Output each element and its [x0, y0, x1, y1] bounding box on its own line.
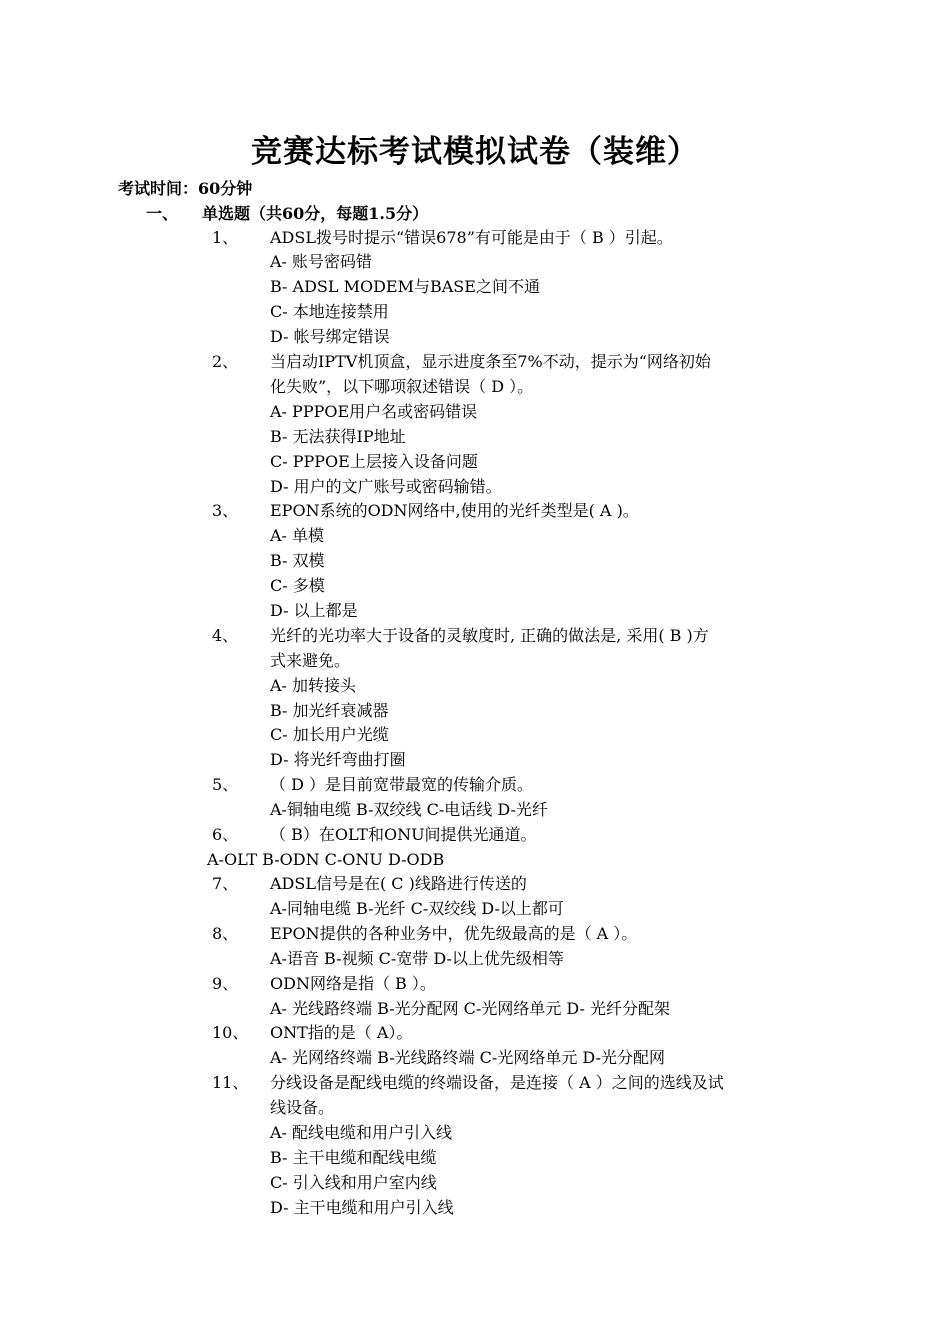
question-number: 5、 — [212, 775, 239, 794]
section-number: 一、 — [146, 204, 179, 223]
question-text: 分线设备是配线电缆的终端设备，是连接（ A ）之间的选线及试 — [270, 1073, 724, 1092]
option-a: A- 加转接头 — [270, 676, 357, 695]
option-a: A- PPPOE用户名或密码错误 — [270, 402, 478, 421]
question-text: ADSL信号是在( C )线路进行传送的 — [270, 874, 527, 893]
option-b: B- 无法获得IP地址 — [270, 427, 406, 446]
question-text: 线设备。 — [270, 1098, 335, 1117]
option-line: A-OLT B-ODN C-ONU D-ODB — [207, 850, 445, 869]
option-c: C- PPPOE上层接入设备问题 — [270, 452, 478, 471]
option-c: C- 引入线和用户室内线 — [270, 1173, 437, 1192]
question-number: 4、 — [212, 626, 239, 645]
question-text: （ D ）是目前宽带最宽的传输介质。 — [270, 775, 534, 794]
option-d: D- 帐号绑定错误 — [270, 327, 390, 346]
option-line: A- 光网络终端 B-光线路终端 C-光网络单元 D-光分配网 — [270, 1048, 665, 1067]
question-text: EPON系统的ODN网络中,使用的光纤类型是( A )。 — [270, 501, 639, 520]
option-d: D- 以上都是 — [270, 601, 358, 620]
question-text: （ B）在OLT和ONU间提供光通道。 — [270, 825, 537, 844]
option-d: D- 将光纤弯曲打圈 — [270, 750, 406, 769]
option-b: B- 主干电缆和配线电缆 — [270, 1148, 437, 1167]
question-text: 化失败”，以下哪项叙述错误（ D ）。 — [270, 377, 534, 396]
document-title: 竞赛达标考试模拟试卷（装维） — [251, 134, 699, 170]
option-line: A-语音 B-视频 C-宽带 D-以上优先级相等 — [270, 949, 564, 968]
option-c: C- 本地连接禁用 — [270, 302, 389, 321]
question-text: 式来避免。 — [270, 651, 351, 670]
question-number: 2、 — [212, 352, 239, 371]
question-text: ADSL拨号时提示“错误678”有可能是由于（ B ）引起。 — [270, 228, 673, 247]
option-a: A- 账号密码错 — [270, 252, 373, 271]
question-number: 9、 — [212, 974, 239, 993]
question-number: 8、 — [212, 924, 239, 943]
option-line: A- 光线路终端 B-光分配网 C-光网络单元 D- 光纤分配架 — [270, 999, 671, 1018]
option-b: B- 加光纤衰减器 — [270, 701, 389, 720]
question-number: 7、 — [212, 874, 239, 893]
question-number: 6、 — [212, 825, 239, 844]
question-number: 10、 — [212, 1023, 249, 1042]
question-text: ONT指的是（ A）。 — [270, 1023, 413, 1042]
question-text: EPON提供的各种业务中，优先级最高的是（ A ）。 — [270, 924, 638, 943]
option-d: D- 主干电缆和用户引入线 — [270, 1198, 454, 1217]
option-line: A-铜轴电缆 B-双绞线 C-电话线 D-光纤 — [270, 800, 548, 819]
option-b: B- 双模 — [270, 551, 325, 570]
question-text: ODN网络是指（ B ）。 — [270, 974, 436, 993]
question-text: 光纤的光功率大于设备的灵敏度时, 正确的做法是, 采用( B )方 — [270, 626, 709, 645]
section-title: 单选题（共60分，每题1.5分） — [202, 204, 429, 223]
option-a: A- 配线电缆和用户引入线 — [270, 1123, 453, 1142]
option-c: C- 加长用户光缆 — [270, 725, 389, 744]
option-a: A- 单模 — [270, 526, 325, 545]
question-number: 1、 — [212, 228, 239, 247]
option-line: A-同轴电缆 B-光纤 C-双绞线 D-以上都可 — [270, 899, 564, 918]
exam-time: 考试时间：60分钟 — [118, 179, 253, 198]
option-b: B- ADSL MODEM与BASE之间不通 — [270, 277, 540, 296]
question-number: 11、 — [212, 1073, 249, 1092]
question-text: 当启动IPTV机顶盒，显示进度条至7%不动，提示为“网络初始 — [270, 352, 711, 371]
option-c: C- 多模 — [270, 576, 325, 595]
option-d: D- 用户的文广账号或密码输错。 — [270, 477, 502, 496]
question-number: 3、 — [212, 501, 239, 520]
